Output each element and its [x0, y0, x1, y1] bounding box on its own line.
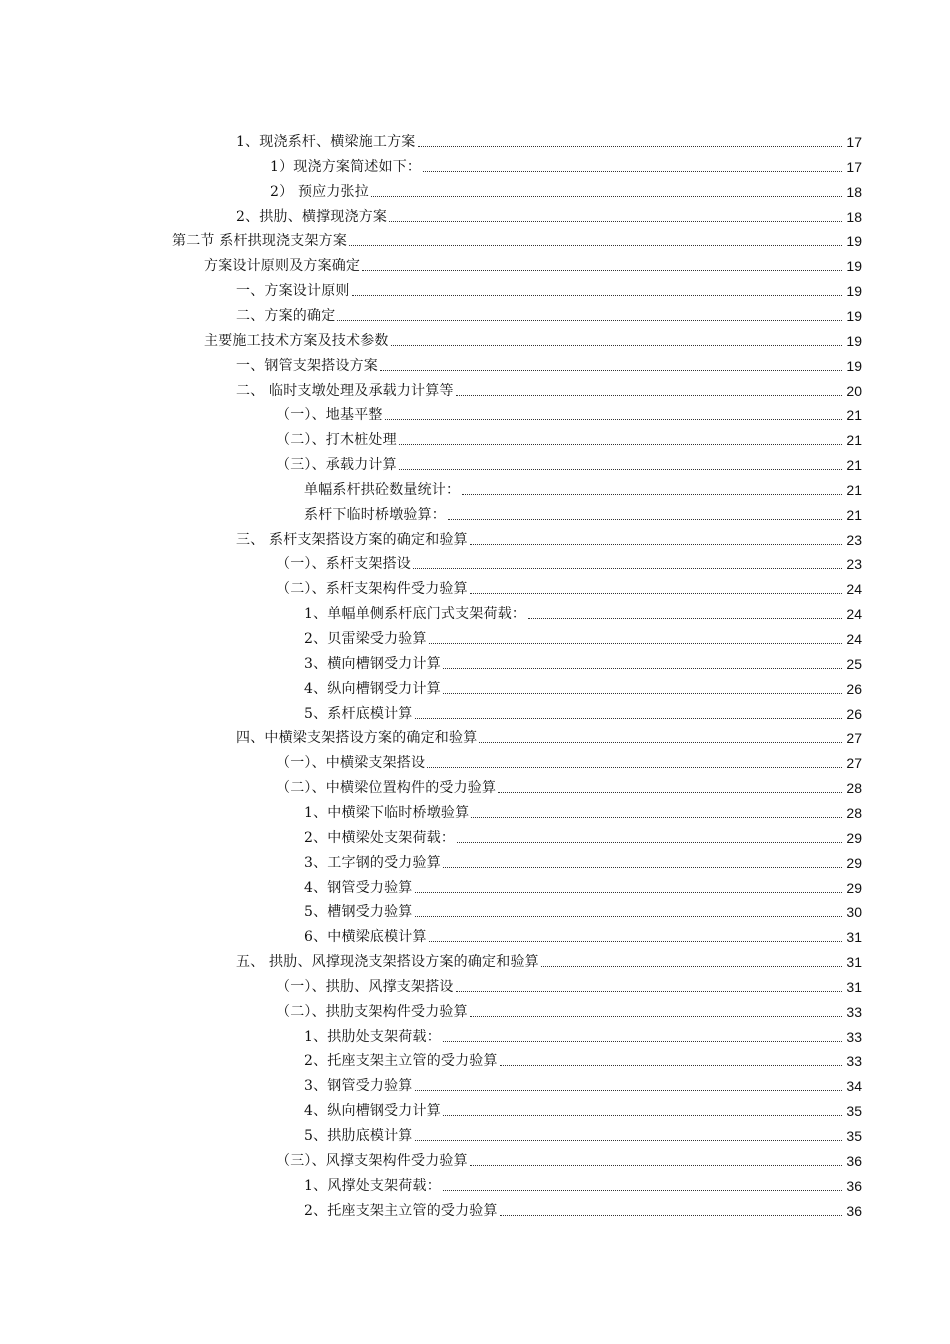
toc-leader-dots — [371, 196, 842, 197]
toc-entry-title: 1、中横梁下临时桥墩验算 — [304, 805, 470, 821]
toc-entry-page-number: 27 — [846, 755, 862, 771]
toc-leader-dots — [443, 867, 842, 868]
toc-leader-dots — [479, 742, 842, 743]
toc-entry-page-number: 28 — [846, 805, 862, 821]
toc-entry-title: 1、单幅单侧系杆底门式支架荷载： — [304, 606, 527, 622]
toc-leader-dots — [457, 842, 842, 843]
toc-entry-title: （三）、承载力计算 — [276, 457, 397, 473]
toc-entry[interactable] — [304, 1045, 862, 1070]
toc-leader-dots — [470, 1165, 842, 1166]
toc-entry[interactable] — [304, 499, 862, 524]
toc-leader-dots — [448, 519, 842, 520]
toc-entry-title: （一）、地基平整 — [276, 407, 383, 423]
toc-leader-dots — [385, 419, 842, 420]
toc-entry-page-number: 24 — [846, 606, 862, 622]
toc-entry-page-number: 36 — [846, 1203, 862, 1219]
toc-entry[interactable] — [236, 300, 862, 325]
toc-entry-title: 第二节 系杆拱现浇支架方案 — [172, 233, 348, 249]
toc-leader-dots — [415, 1090, 842, 1091]
toc-entry[interactable] — [172, 225, 862, 250]
toc-entry[interactable] — [276, 996, 862, 1021]
toc-entry[interactable] — [304, 896, 862, 921]
toc-entry[interactable] — [304, 1170, 862, 1195]
toc-entry-page-number: 19 — [846, 308, 862, 324]
toc-leader-dots — [470, 1016, 842, 1017]
toc-entry-page-number: 31 — [846, 929, 862, 945]
toc-entry-page-number: 19 — [846, 233, 862, 249]
toc-leader-dots — [470, 593, 842, 594]
toc-entry-title: 四、中横梁支架搭设方案的确定和验算 — [236, 730, 478, 746]
toc-entry-title: 4、钢管受力验算 — [304, 880, 413, 896]
toc-entry-page-number: 31 — [846, 954, 862, 970]
toc-entry[interactable] — [276, 971, 862, 996]
toc-leader-dots — [380, 370, 842, 371]
toc-entry[interactable] — [304, 698, 862, 723]
toc-entry[interactable] — [276, 1145, 862, 1170]
toc-leader-dots — [471, 817, 842, 818]
toc-leader-dots — [498, 792, 842, 793]
toc-entry-title: 2、贝雷梁受力验算 — [304, 631, 427, 647]
toc-entry-title: （二）、拱肋支架构件受力验算 — [276, 1004, 468, 1020]
toc-entry-title: 二、 临时支墩处理及承载力计算等 — [236, 383, 454, 399]
toc-entry[interactable] — [236, 275, 862, 300]
toc-entry-page-number: 24 — [846, 581, 862, 597]
toc-leader-dots — [443, 693, 842, 694]
toc-leader-dots — [456, 991, 842, 992]
toc-leader-dots — [349, 245, 842, 246]
toc-entry-page-number: 29 — [846, 880, 862, 896]
toc-entry-title: 系杆下临时桥墩验算： — [304, 507, 446, 523]
toc-entry-title: 2、托座支架主立管的受力验算 — [304, 1203, 498, 1219]
toc-entry[interactable] — [276, 573, 862, 598]
toc-leader-dots — [456, 395, 842, 396]
toc-entry-page-number: 27 — [846, 730, 862, 746]
toc-entry[interactable] — [304, 797, 862, 822]
toc-entry[interactable] — [236, 126, 862, 151]
toc-entry[interactable] — [276, 424, 862, 449]
toc-entry-title: 2） 预应力张拉 — [270, 184, 369, 200]
toc-entry-title: （一）、中横梁支架搭设 — [276, 755, 426, 771]
toc-entry-title: 4、纵向槽钢受力计算 — [304, 681, 441, 697]
toc-entry-title: 5、系杆底模计算 — [304, 706, 413, 722]
toc-entry-page-number: 21 — [846, 457, 862, 473]
toc-leader-dots — [541, 966, 842, 967]
toc-entry[interactable] — [304, 673, 862, 698]
toc-leader-dots — [415, 916, 842, 917]
toc-leader-dots — [429, 941, 842, 942]
toc-entry[interactable] — [270, 176, 862, 201]
toc-leader-dots — [399, 469, 842, 470]
toc-entry-page-number: 19 — [846, 358, 862, 374]
toc-leader-dots — [429, 643, 842, 644]
toc-entry[interactable] — [304, 474, 862, 499]
toc-entry[interactable] — [236, 201, 862, 226]
toc-entry-title: （一）、系杆支架搭设 — [276, 556, 411, 572]
toc-entry-page-number: 21 — [846, 482, 862, 498]
toc-entry-page-number: 25 — [846, 656, 862, 672]
toc-entry-title: 一、方案设计原则 — [236, 283, 350, 299]
toc-entry-page-number: 23 — [846, 556, 862, 572]
toc-entry-title: 3、钢管受力验算 — [304, 1078, 413, 1094]
toc-entry-page-number: 18 — [846, 184, 862, 200]
toc-entry-page-number: 17 — [846, 134, 862, 150]
toc-entry-page-number: 19 — [846, 333, 862, 349]
toc-entry[interactable] — [304, 598, 862, 623]
toc-entry-title: 1）现浇方案简述如下： — [270, 159, 422, 175]
toc-entry-page-number: 29 — [846, 830, 862, 846]
toc-entry-page-number: 17 — [846, 159, 862, 175]
toc-entry-title: 3、横向槽钢受力计算 — [304, 656, 441, 672]
toc-entry-page-number: 19 — [846, 283, 862, 299]
toc-entry-page-number: 20 — [846, 383, 862, 399]
toc-entry-title: 4、纵向槽钢受力计算 — [304, 1103, 441, 1119]
toc-entry-page-number: 36 — [846, 1153, 862, 1169]
toc-entry-page-number: 36 — [846, 1178, 862, 1194]
toc-entry-page-number: 26 — [846, 706, 862, 722]
toc-entry-page-number: 21 — [846, 407, 862, 423]
toc-entry[interactable] — [236, 350, 862, 375]
toc-entry-title: 2、托座支架主立管的受力验算 — [304, 1053, 498, 1069]
toc-leader-dots — [362, 270, 842, 271]
toc-entry-page-number: 19 — [846, 258, 862, 274]
toc-leader-dots — [337, 320, 842, 321]
toc-entry[interactable] — [276, 747, 862, 772]
toc-entry-page-number: 33 — [846, 1053, 862, 1069]
toc-entry-page-number: 35 — [846, 1103, 862, 1119]
toc-entry-title: （一）、拱肋、风撑支架搭设 — [276, 979, 454, 995]
toc-leader-dots — [389, 221, 842, 222]
toc-entry[interactable] — [270, 151, 862, 176]
toc-leader-dots — [399, 444, 842, 445]
toc-entry-title: 1、现浇系杆、横梁施工方案 — [236, 134, 416, 150]
toc-entry-page-number: 33 — [846, 1004, 862, 1020]
toc-entry-page-number: 18 — [846, 209, 862, 225]
toc-entry-title: 3、工字钢的受力验算 — [304, 855, 441, 871]
toc-leader-dots — [443, 1190, 842, 1191]
toc-entry[interactable] — [304, 648, 862, 673]
toc-entry-title: 单幅系杆拱砼数量统计： — [304, 482, 461, 498]
toc-entry-title: 6、中横梁底模计算 — [304, 929, 427, 945]
toc-leader-dots — [415, 1140, 842, 1141]
toc-entry-title: 2、中横梁处支架荷载： — [304, 830, 456, 846]
toc-entry[interactable] — [204, 325, 862, 350]
toc-leader-dots — [415, 892, 842, 893]
toc-leader-dots — [423, 171, 842, 172]
toc-entry-page-number: 29 — [846, 855, 862, 871]
toc-entry[interactable] — [304, 822, 862, 847]
toc-entry[interactable] — [304, 1021, 862, 1046]
toc-leader-dots — [418, 146, 842, 147]
toc-entry[interactable] — [236, 375, 862, 400]
toc-leader-dots — [413, 568, 842, 569]
toc-entry[interactable] — [204, 250, 862, 275]
toc-leader-dots — [462, 494, 842, 495]
toc-entry-title: 5、槽钢受力验算 — [304, 904, 413, 920]
toc-entry-title: （三）、风撑支架构件受力验算 — [276, 1153, 468, 1169]
toc-entry-page-number: 34 — [846, 1078, 862, 1094]
toc-entry-page-number: 33 — [846, 1029, 862, 1045]
toc-entry-title: 二、方案的确定 — [236, 308, 336, 324]
toc-entry[interactable] — [304, 1120, 862, 1145]
toc-entry-title: （二）、打木桩处理 — [276, 432, 397, 448]
toc-entry-title: 方案设计原则及方案确定 — [204, 258, 361, 274]
toc-entry-title: （二）、系杆支架构件受力验算 — [276, 581, 468, 597]
toc-leader-dots — [470, 544, 842, 545]
toc-entry[interactable] — [236, 946, 862, 971]
toc-entry-title: 2、拱肋、横撑现浇方案 — [236, 209, 388, 225]
toc-entry-title: 三、 系杆支架搭设方案的确定和验算 — [236, 532, 468, 548]
toc-leader-dots — [443, 668, 842, 669]
toc-entry-title: 5、拱肋底模计算 — [304, 1128, 413, 1144]
toc-entry[interactable] — [276, 449, 862, 474]
toc-entry[interactable] — [304, 872, 862, 897]
toc-entry[interactable] — [304, 1095, 862, 1120]
toc-entry-page-number: 24 — [846, 631, 862, 647]
toc-entry-page-number: 21 — [846, 432, 862, 448]
toc-entry[interactable] — [236, 722, 862, 747]
toc-entry[interactable] — [304, 921, 862, 946]
toc-entry-page-number: 21 — [846, 507, 862, 523]
toc-entry-title: 1、风撑处支架荷载： — [304, 1178, 441, 1194]
toc-leader-dots — [391, 345, 842, 346]
toc-leader-dots — [500, 1065, 842, 1066]
toc-leader-dots — [443, 1041, 842, 1042]
toc-entry[interactable] — [276, 548, 862, 573]
toc-entry-page-number: 26 — [846, 681, 862, 697]
toc-entry[interactable] — [304, 1195, 862, 1220]
toc-entry[interactable] — [304, 847, 862, 872]
toc-entry[interactable] — [304, 1070, 862, 1095]
toc-leader-dots — [443, 1115, 842, 1116]
toc-entry-page-number: 35 — [846, 1128, 862, 1144]
toc-entry-page-number: 23 — [846, 532, 862, 548]
toc-entry[interactable] — [304, 623, 862, 648]
toc-leader-dots — [500, 1215, 842, 1216]
toc-entry-title: （二）、中横梁位置构件的受力验算 — [276, 780, 497, 796]
toc-leader-dots — [528, 618, 842, 619]
toc-entry[interactable] — [236, 524, 862, 549]
toc-leader-dots — [352, 295, 842, 296]
toc-entry[interactable] — [276, 772, 862, 797]
toc-entry-title: 五、 拱肋、风撑现浇支架搭设方案的确定和验算 — [236, 954, 539, 970]
toc-entry-title: 主要施工技术方案及技术参数 — [204, 333, 389, 349]
toc-entry-page-number: 31 — [846, 979, 862, 995]
toc-leader-dots — [415, 718, 842, 719]
toc-entry-page-number: 28 — [846, 780, 862, 796]
toc-entry-page-number: 30 — [846, 904, 862, 920]
toc-leader-dots — [427, 767, 842, 768]
toc-entry-title: 一、钢管支架搭设方案 — [236, 358, 378, 374]
toc-entry-title: 1、拱肋处支架荷载： — [304, 1029, 441, 1045]
toc-entry[interactable] — [276, 399, 862, 424]
